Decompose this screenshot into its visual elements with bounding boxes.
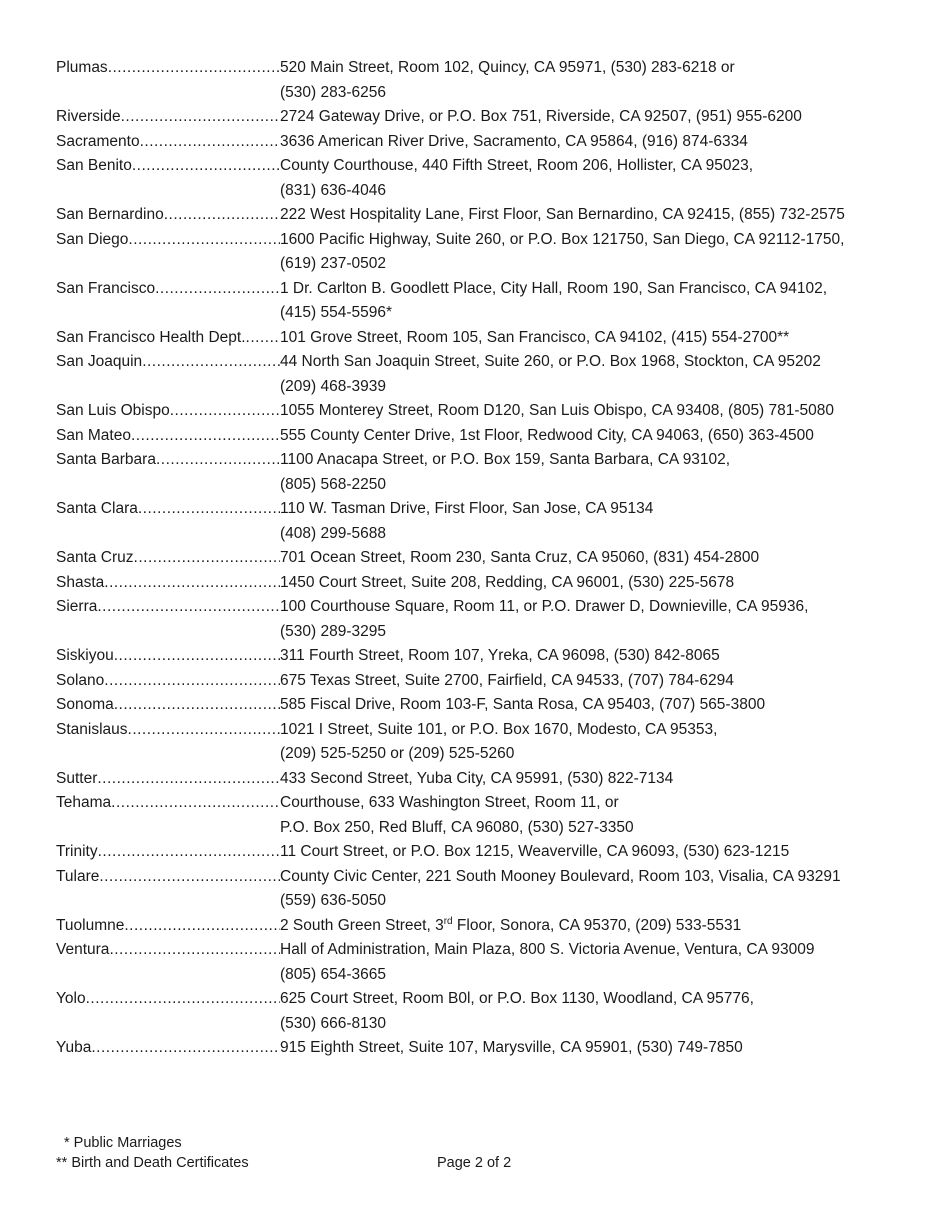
directory-entry	[56, 595, 916, 644]
address-line: 433 Second Street, Yuba City, CA 95991, (530) 822-7134	[280, 769, 674, 787]
directory-entry	[56, 448, 916, 497]
county-name: Tulare	[56, 867, 100, 885]
county-name: San Francisco	[56, 279, 156, 297]
directory-entry	[56, 228, 916, 277]
office-address	[280, 56, 916, 105]
address-line: 675 Texas Street, Suite 2700, Fairfield, CA 94533, (707) 784-6294	[280, 671, 734, 689]
office-address	[280, 203, 916, 228]
address-line: 222 West Hospitality Lane, First Floor, San Bernardino, CA 92415, (855) 732-2575	[280, 206, 845, 223]
county-name: Plumas	[56, 59, 108, 76]
county-name: Santa Barbara	[56, 451, 156, 468]
address-line: 1100 Anacapa Street, or P.O. Box 159, Santa Barbara, CA 93102,	[280, 451, 731, 468]
directory-entry	[56, 130, 916, 155]
county-name: San Benito	[56, 157, 132, 174]
county-name: Solano	[56, 671, 105, 689]
county-name: Stanislaus	[56, 720, 128, 738]
address-line: (530) 289-3295	[280, 622, 386, 640]
office-address	[280, 326, 916, 351]
address-line: 101 Grove Street, Room 105, San Francisco, CA 94102, (415) 554-2700**	[280, 328, 790, 346]
office-address	[280, 987, 916, 1036]
directory-entry	[56, 767, 916, 792]
directory-entry	[56, 203, 916, 228]
page-number: Page 2 of 2	[437, 1155, 512, 1171]
address-line: P.O. Box 250, Red Bluff, CA 96080, (530) 527-3350	[280, 818, 634, 836]
office-address	[280, 350, 916, 399]
office-address	[280, 228, 916, 277]
county-name: Siskiyou	[56, 647, 114, 664]
directory-entry	[56, 571, 916, 596]
address-line: (805) 568-2250	[280, 475, 386, 493]
county-name: San Luis Obispo	[56, 402, 170, 419]
address-line: (209) 525-5250 or (209) 525-5260	[280, 745, 515, 762]
county-label	[56, 448, 280, 473]
county-label	[56, 399, 280, 424]
county-label	[56, 424, 280, 449]
dot-leader	[155, 277, 280, 302]
office-address	[280, 130, 916, 155]
address-line: 11 Court Street, or P.O. Box 1215, Weaverville, CA 96093, (530) 623-1215	[280, 843, 790, 860]
county-name: Santa Clara	[56, 500, 138, 517]
county-label	[56, 497, 280, 522]
directory-entry	[56, 914, 916, 939]
directory-entry	[56, 350, 916, 399]
county-name: Santa Cruz	[56, 549, 134, 566]
dot-leader	[128, 228, 280, 253]
directory-entry	[56, 693, 916, 718]
county-label	[56, 693, 280, 718]
dot-leader	[104, 669, 280, 694]
county-name: San Joaquin	[56, 353, 143, 370]
office-address	[280, 497, 916, 546]
directory-entry	[56, 399, 916, 424]
office-address	[280, 840, 916, 865]
county-label	[56, 865, 280, 890]
page-footer	[56, 1133, 916, 1173]
address-line: 1021 I Street, Suite 101, or P.O. Box 1670, Modesto, CA 95353,	[280, 720, 718, 738]
county-label	[56, 56, 280, 81]
dot-leader	[91, 1036, 280, 1061]
address-line: (530) 666-8130	[280, 1014, 386, 1032]
address-line: (415) 554-5596*	[280, 304, 393, 321]
county-label	[56, 228, 280, 253]
address-line: 1450 Court Street, Suite 208, Redding, CA 96001, (530) 225-5678	[280, 573, 735, 591]
dot-leader	[140, 130, 280, 155]
dot-leader	[114, 693, 280, 718]
county-office-directory	[56, 56, 916, 1061]
office-address	[280, 669, 916, 694]
address-line: 100 Courthouse Square, Room 11, or P.O. Drawer D, Downieville, CA 95936,	[280, 598, 809, 615]
address-line: (831) 636-4046	[280, 181, 386, 199]
dot-leader	[124, 914, 280, 939]
dot-leader	[98, 840, 280, 865]
address-line: 2 South Green Street, 3rd Floor, Sonora, CA 95370, (209) 533-5531	[280, 915, 742, 934]
dot-leader	[86, 987, 280, 1012]
county-label	[56, 546, 280, 571]
address-line: (408) 299-5688	[280, 524, 386, 542]
county-label	[56, 938, 280, 963]
county-name: San Bernardino	[56, 206, 164, 223]
footnote-birth-death-certificates: ** Birth and Death Certificates	[56, 1155, 249, 1171]
office-address	[280, 693, 916, 718]
county-name: San Diego	[56, 230, 129, 248]
directory-entry	[56, 497, 916, 546]
directory-entry	[56, 1036, 916, 1061]
dot-leader	[99, 865, 280, 890]
dot-leader	[138, 497, 280, 522]
county-label	[56, 718, 280, 743]
county-label	[56, 277, 280, 302]
directory-entry	[56, 840, 916, 865]
address-line: (209) 468-3939	[280, 377, 386, 395]
address-line: 625 Court Street, Room B0l, or P.O. Box 1130, Woodland, CA 95776,	[280, 990, 754, 1007]
county-label	[56, 791, 280, 816]
county-label	[56, 1036, 280, 1061]
dot-leader	[156, 448, 280, 473]
directory-entry	[56, 424, 916, 449]
county-label	[56, 154, 280, 179]
address-line: 311 Fourth Street, Room 107, Yreka, CA 96098, (530) 842-8065	[280, 647, 720, 664]
address-line: (619) 237-0502	[280, 255, 386, 272]
dot-leader	[170, 399, 280, 424]
dot-leader	[114, 644, 280, 669]
directory-entry	[56, 105, 916, 130]
county-name: Sutter	[56, 769, 98, 787]
directory-entry	[56, 791, 916, 840]
dot-leader	[109, 938, 280, 963]
address-line: 44 North San Joaquin Street, Suite 260, or P.O. Box 1968, Stockton, CA 95202	[280, 353, 821, 370]
dot-leader	[164, 203, 280, 228]
dot-leader	[97, 595, 280, 620]
office-address	[280, 865, 916, 914]
dot-leader	[134, 546, 280, 571]
directory-entry	[56, 277, 916, 326]
office-address	[280, 448, 916, 497]
office-address	[280, 546, 916, 571]
dot-leader	[121, 105, 280, 130]
address-line: 3636 American River Drive, Sacramento, CA 95864, (916) 874-6334	[280, 132, 748, 150]
address-line: 1 Dr. Carlton B. Goodlett Place, City Hall, Room 190, San Francisco, CA 94102,	[280, 279, 828, 297]
address-line: 701 Ocean Street, Room 230, Santa Cruz, CA 95060, (831) 454-2800	[280, 549, 760, 566]
office-address	[280, 399, 916, 424]
county-label	[56, 326, 280, 351]
address-line: 585 Fiscal Drive, Room 103-F, Santa Rosa, CA 95403, (707) 565-3800	[280, 696, 766, 713]
footnote-public-marriages: * Public Marriages	[64, 1135, 182, 1151]
county-label	[56, 595, 280, 620]
county-name: Trinity	[56, 843, 98, 860]
dot-leader	[97, 767, 280, 792]
office-address	[280, 914, 916, 939]
directory-entry	[56, 154, 916, 203]
county-label	[56, 105, 280, 130]
directory-entry	[56, 987, 916, 1036]
office-address	[280, 277, 916, 326]
address-line: 555 County Center Drive, 1st Floor, Redwood City, CA 94063, (650) 363-4500	[280, 426, 814, 444]
address-line: Hall of Administration, Main Plaza, 800 S. Victoria Avenue, Ventura, CA 93009	[280, 941, 815, 958]
address-line: (530) 283-6256	[280, 83, 386, 101]
address-line: Courthouse, 633 Washington Street, Room 11, or	[280, 794, 619, 811]
county-name: Riverside	[56, 108, 121, 125]
dot-leader	[108, 56, 280, 81]
office-address	[280, 105, 916, 130]
dot-leader	[142, 350, 280, 375]
directory-entry	[56, 669, 916, 694]
dot-leader	[128, 718, 280, 743]
office-address	[280, 767, 916, 792]
county-name: Sierra	[56, 598, 98, 615]
address-line: 110 W. Tasman Drive, First Floor, San Jose, CA 95134	[280, 500, 654, 517]
address-line: County Civic Center, 221 South Mooney Boulevard, Room 103, Visalia, CA 93291	[280, 867, 841, 885]
county-name: Tehama	[56, 794, 112, 811]
address-line: (805) 654-3665	[280, 965, 386, 983]
address-line: 915 Eighth Street, Suite 107, Marysville, CA 95901, (530) 749-7850	[280, 1039, 743, 1056]
county-name: Tuolumne	[56, 916, 125, 934]
dot-leader	[132, 154, 280, 179]
county-name: Yuba	[56, 1039, 92, 1056]
office-address	[280, 1036, 916, 1061]
county-name: Sonoma	[56, 696, 114, 713]
office-address	[280, 571, 916, 596]
directory-entry	[56, 546, 916, 571]
county-label	[56, 987, 280, 1012]
county-label	[56, 571, 280, 596]
county-label	[56, 130, 280, 155]
office-address	[280, 644, 916, 669]
county-name: Shasta	[56, 573, 105, 591]
office-address	[280, 791, 916, 840]
dot-leader	[246, 326, 280, 351]
directory-entry	[56, 644, 916, 669]
county-label	[56, 767, 280, 792]
office-address	[280, 718, 916, 767]
county-label	[56, 840, 280, 865]
dot-leader	[131, 424, 280, 449]
county-label	[56, 644, 280, 669]
county-name: San Mateo	[56, 426, 131, 444]
address-line: County Courthouse, 440 Fifth Street, Room 206, Hollister, CA 95023,	[280, 157, 754, 174]
county-name: Sacramento	[56, 132, 140, 150]
county-label	[56, 350, 280, 375]
address-line: 1055 Monterey Street, Room D120, San Luis Obispo, CA 93408, (805) 781-5080	[280, 402, 835, 419]
directory-entry	[56, 718, 916, 767]
county-name: Yolo	[56, 990, 86, 1007]
address-line: 520 Main Street, Room 102, Quincy, CA 95971, (530) 283-6218 or	[280, 59, 735, 76]
dot-leader	[104, 571, 280, 596]
office-address	[280, 938, 916, 987]
dot-leader	[111, 791, 280, 816]
address-line: 1600 Pacific Highway, Suite 260, or P.O. Box 121750, San Diego, CA 92112-1750,	[280, 230, 845, 248]
county-name: Ventura	[56, 941, 110, 958]
office-address	[280, 424, 916, 449]
directory-entry	[56, 56, 916, 105]
directory-entry	[56, 865, 916, 914]
directory-entry	[56, 326, 916, 351]
county-label	[56, 669, 280, 694]
address-line: 2724 Gateway Drive, or P.O. Box 751, Riverside, CA 92507, (951) 955-6200	[280, 108, 802, 125]
directory-entry	[56, 938, 916, 987]
office-address	[280, 154, 916, 203]
address-line: (559) 636-5050	[280, 892, 386, 909]
county-name: San Francisco Health Dept.	[56, 328, 246, 346]
county-label	[56, 914, 280, 939]
county-label	[56, 203, 280, 228]
office-address	[280, 595, 916, 644]
